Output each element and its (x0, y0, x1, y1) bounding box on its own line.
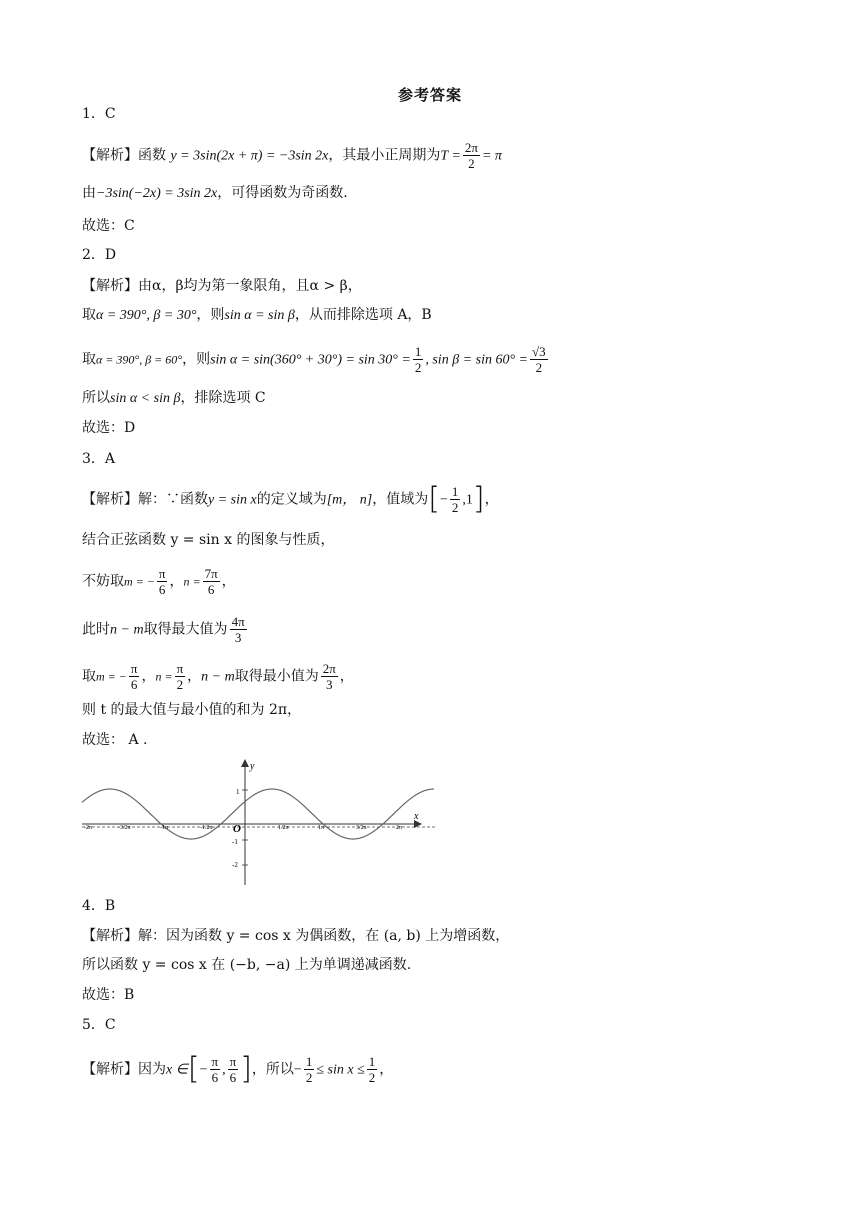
q1-line1 (82, 140, 502, 171)
q3-answer: 故选： A . (82, 732, 148, 748)
x-tick-3-2pi: 3/2π (356, 825, 367, 831)
q2-formula: , sin β = sin 60° = (425, 352, 529, 368)
q5-formula: x ∈ (166, 1062, 188, 1078)
q3-text: 取 (82, 668, 96, 685)
q2-heading: 2．D (82, 247, 117, 263)
q3-line4 (82, 614, 249, 645)
q3-formula: n − m (201, 669, 235, 685)
q2-formula: α = 390°, β = 60° (96, 352, 183, 367)
x-tick-neg2pi: -2π (84, 825, 93, 831)
q3-tag: 【解析】 (82, 491, 138, 508)
q3-formula: m = − (124, 574, 155, 589)
q1-fraction: $\frac{2\pi}{2}$ (464, 140, 478, 171)
q1-tag: 【解析】 (82, 147, 138, 164)
q5-heading: 5．C (82, 1017, 116, 1033)
y-tick-neg1: -1 (232, 838, 238, 846)
q2-text: 取 (82, 307, 96, 323)
q3-fraction: $\frac{2\pi}{3}$ (322, 661, 336, 692)
x-tick-negpi: -1π (160, 825, 169, 831)
q1-text: ，可得函数为奇函数. (217, 185, 348, 201)
q3-fraction: $\frac{\pi}{6}$ (130, 661, 138, 692)
q3-text: 解：∵函数 (138, 491, 208, 508)
q4-tag: 【解析】 (82, 928, 138, 944)
q3-fraction: $\frac{7\pi}{6}$ (204, 566, 218, 597)
q5-fraction: $\frac{1}{2}$ (368, 1054, 376, 1085)
y-axis-label: y (250, 761, 255, 772)
q4-line2: 所以函数 y = cos x 在 (−b, −a) 上为单调递减函数. (82, 957, 412, 973)
q5-text: ，所以 (251, 1061, 294, 1078)
q3-formula: m = − (96, 669, 127, 684)
q2-fraction: $\frac{1}{2}$ (414, 344, 422, 375)
q3-fraction: $\frac{\pi}{6}$ (158, 566, 166, 597)
q4-answer: 故选：B (82, 987, 135, 1003)
q2-answer: 故选：D (82, 420, 136, 436)
q3-text: ， (187, 668, 202, 685)
q3-formula: n = (183, 574, 201, 589)
q2-tag: 【解析】 (82, 278, 138, 294)
q3-text: ， (339, 668, 354, 685)
q2-text: 所以 (82, 390, 110, 406)
page-title: 参考答案 (397, 86, 462, 104)
x-tick-1-2pi: 1/2π (278, 825, 289, 831)
q2-text: ，排除选项 C (180, 390, 266, 406)
q2-formula: sin α < sin β (110, 391, 181, 406)
q3-line3 (82, 566, 236, 597)
q5-fraction: $\frac{\pi}{6}$ (211, 1054, 219, 1085)
q3-formula: n − m (110, 622, 144, 638)
sine-graph (80, 757, 440, 887)
q2-line1 (82, 276, 362, 296)
q2-formula: sin α = sin β (224, 308, 295, 323)
q3-formula: y = sin x (208, 492, 257, 508)
q3-text: ， (221, 573, 236, 590)
q3-line2: 结合正弦函数 y = sin x 的图象与性质， (82, 532, 335, 548)
q3-text: 的定义域为 (256, 491, 327, 508)
q2-text: ，则 (196, 307, 225, 323)
q4-line1 (82, 926, 509, 946)
q3-fraction: $\frac{\pi}{2}$ (176, 661, 184, 692)
q1-formula: = π (481, 148, 502, 164)
x-tick-2pi: 2π (396, 825, 403, 831)
q5-line1: 【解析】因为x ∈[− $\frac{\pi}{6}$ , $\frac{\pi}{6}$ ]，所以− $\frac{1}{2}$ ≤ sin x ≤ $\frac{1}{2}$ ， (82, 1051, 394, 1087)
bracket-close: ] (472, 481, 485, 517)
q3-line6: 则 t 的最大值与最小值的和为 2π， (82, 702, 302, 718)
q3-formula: n = (155, 669, 173, 684)
q4-text: 解：因为函数 y = cos x 为偶函数，在 (a, b) 上为增函数， (138, 928, 510, 944)
q1-formula: −3sin(−2x) = 3sin 2x (96, 186, 218, 201)
q5-formula: ≤ sin x ≤ (316, 1062, 365, 1078)
q5-fraction: $\frac{1}{2}$ (305, 1054, 313, 1085)
x-tick-neg1-2pi: -1/2π (200, 825, 213, 831)
q1-formula: T = (440, 148, 461, 164)
q3-text: 不妨取 (82, 573, 124, 590)
origin-label: O (233, 823, 241, 835)
q2-formula: sin α = sin(360° + 30°) = sin 30° = (210, 352, 411, 368)
q3-text: 取得最小值为 (234, 668, 319, 685)
bracket-open: [ (187, 1051, 200, 1087)
q3-fraction: $\frac{4\pi}{3}$ (231, 614, 245, 645)
y-tick-1: 1 (236, 788, 240, 796)
sine-curve (82, 789, 434, 839)
q2-line3 (82, 344, 550, 375)
q3-formula: [m， n] (326, 492, 373, 508)
q3-line5 (82, 661, 354, 692)
x-axis-label: x (414, 811, 419, 822)
q4-heading: 4．B (82, 898, 116, 914)
q2-text: 取 (82, 351, 96, 368)
q2-text: 由α，β均为第一象限角，且α > β， (138, 278, 362, 294)
q3-text: 取得最大值为 (143, 621, 228, 638)
x-tick-neg3-2pi: -3/2π (118, 825, 131, 831)
q5-tag: 【解析】 (82, 1061, 138, 1078)
bracket-close: ] (240, 1051, 252, 1087)
q1-line2 (82, 183, 348, 204)
q3-text: ， (484, 491, 499, 508)
q3-text: ，值域为 (372, 491, 429, 508)
q2-line4 (82, 388, 266, 409)
q3-text: ， (141, 668, 156, 685)
q2-text: ，从而排除选项 A，B (294, 307, 432, 323)
q5-text: ， (379, 1061, 394, 1078)
q3-text: 此时 (82, 621, 110, 638)
y-tick-neg2: -2 (232, 861, 238, 869)
y-axis-arrow (241, 759, 249, 767)
q1-heading: 1．C (82, 106, 116, 122)
q2-formula: α = 390°, β = 30° (96, 308, 197, 323)
q3-line1: 【解析】解：∵函数y = sin x的定义域为[m， n]，值域为[− $\frac{1}{2}$ ,1]， (82, 481, 499, 517)
q2-text: ，则 (182, 351, 211, 368)
q3-text: ， (169, 573, 184, 590)
q1-formula: y = 3sin(2x + π) = −3sin 2x (170, 148, 329, 164)
q3-fraction: $\frac{1}{2}$ (451, 484, 459, 515)
q2-line2 (82, 305, 432, 326)
x-tick-pi: 1π (318, 825, 325, 831)
q5-fraction: $\frac{\pi}{6}$ (229, 1054, 237, 1085)
q1-text: 函数 (138, 147, 171, 164)
q1-text: ，其最小正周期为 (328, 147, 441, 164)
bracket-open: [ (428, 481, 440, 517)
q2-fraction: $\frac{√3}{2}$ (532, 344, 546, 375)
q5-text: 因为 (138, 1061, 166, 1078)
q3-heading: 3．A (82, 451, 116, 467)
q1-answer: 故选：C (82, 218, 135, 234)
q1-text: 由 (82, 185, 96, 201)
